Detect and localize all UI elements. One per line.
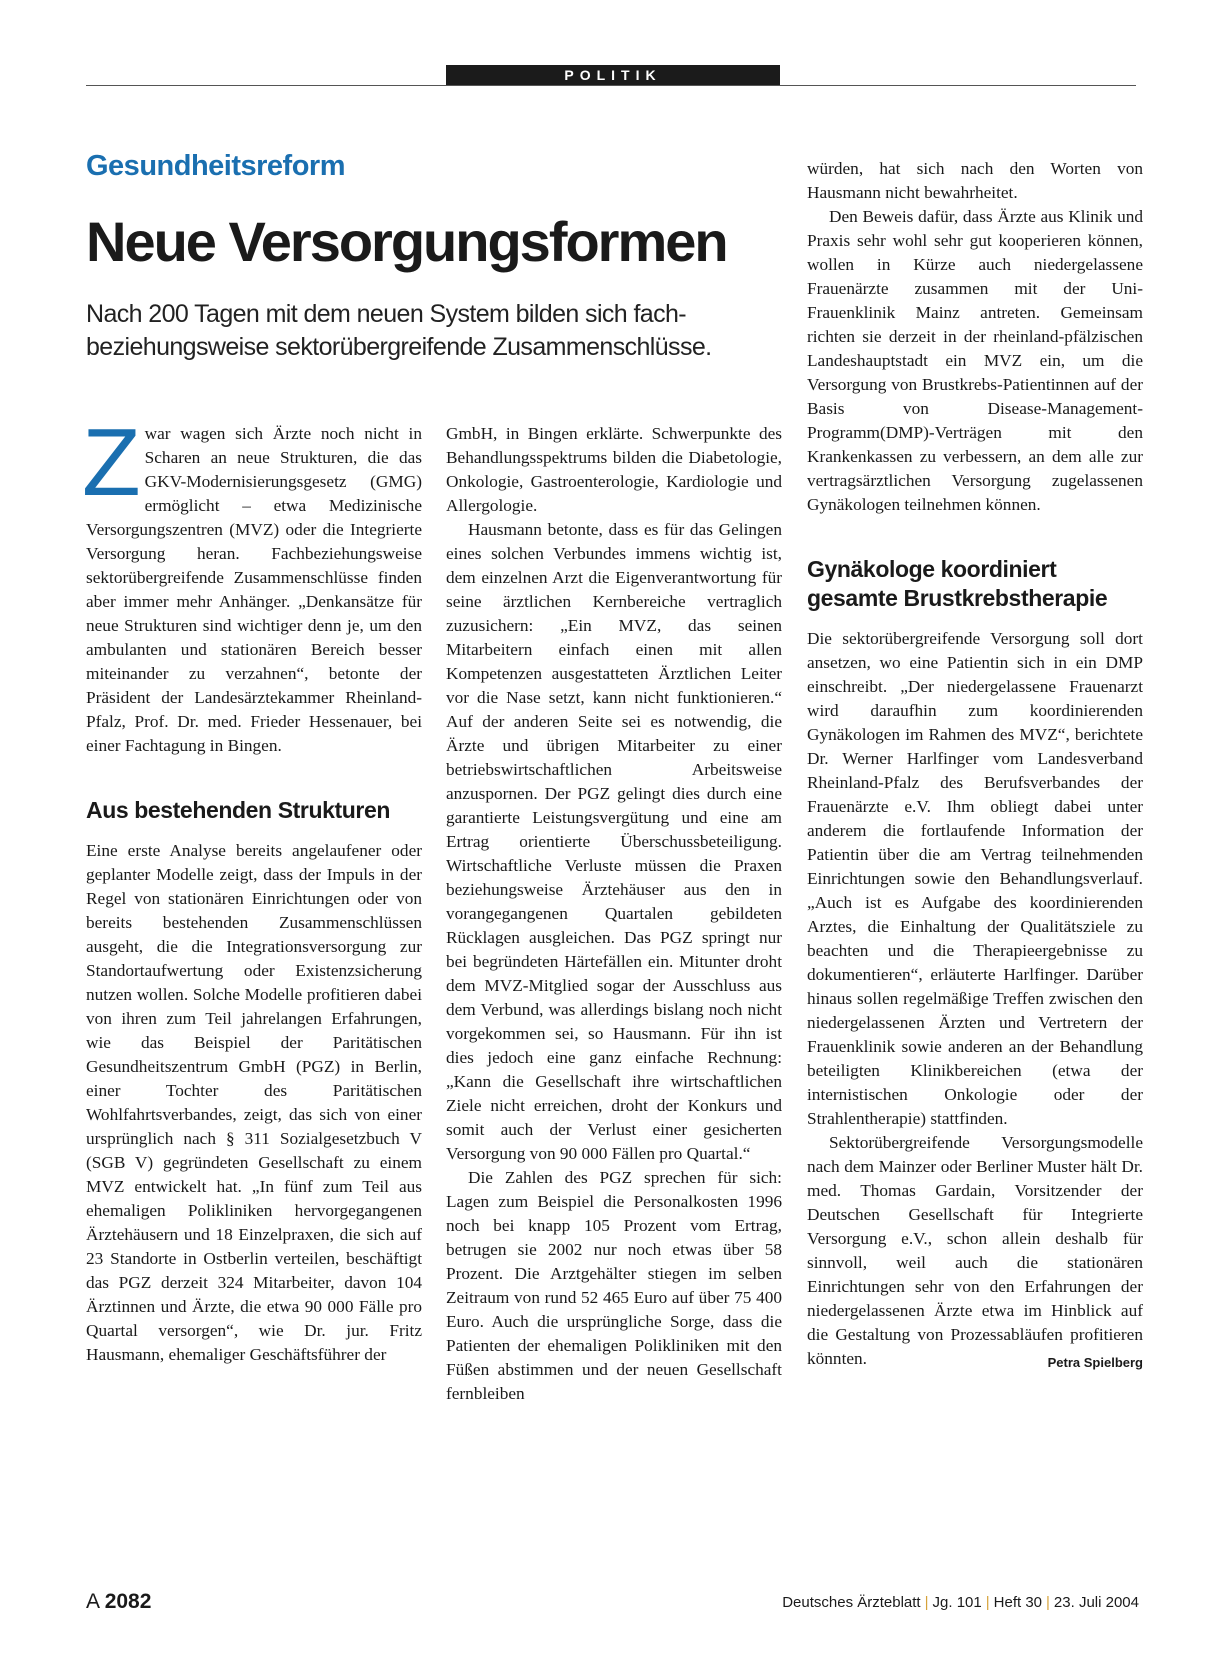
- separator: |: [924, 1594, 929, 1611]
- page-number-value: 2082: [104, 1590, 152, 1613]
- page-prefix: A: [86, 1590, 99, 1613]
- page-number: [86, 1590, 151, 1614]
- body-paragraph: GmbH, in Bingen erklärte. Schwerpunkte des Behandlungsspektrums bilden die Diabetologie, Onkologie, Gastroenterologie, Kardiologie und Allergologie.: [446, 424, 782, 515]
- body-paragraph: Den Beweis dafür, dass Ärzte aus Klinik und Praxis sehr wohl sehr gut kooperieren können, wollen in Kürze auch niedergelassene Frauenärzte zusammen mit der Uni-Frauenklinik Mainz antreten. Gemeinsam richten sie derzeit in der rheinland-pfälzischen Landeshauptstadt ein MVZ ein, um die Versorgung von Brustkrebs-Patientinnen auf der Basis von Disease-Management-Programm(DMP)-Verträgen mit den Krankenkassen zu verbessern, an dem alle zur vertragsärztlichen Versorgung zugelassenen Gynäkologen teilnehmen können.: [807, 207, 1143, 514]
- journal-volume: Jg. 101: [932, 1594, 982, 1611]
- journal-citation: [782, 1594, 1139, 1611]
- article-headline: Neue Versorgungsformen: [86, 210, 727, 273]
- article-column-1: [82, 409, 422, 1367]
- article-standfirst: Nach 200 Tagen mit dem neuen System bilden sich fach- beziehungsweise sektorübergreifende Zusammenschlüsse.: [86, 300, 712, 361]
- body-paragraph: Die sektorübergreifende Versorgung soll dort ansetzen, wo eine Patientin sich in ein DMP einschreibt. „Der niedergelassene Frauenarzt wird daraufhin zum koordinierenden Gynäkologen im Rahmen des MVZ“, berichtete Dr. Werner Harlfinger vom Landesverband Rheinland-Pfalz des Berufsverbandes der Frauenärzte e.V. Ihm obliegt dabei unter anderem die fortlaufende Information der Patientin über die am Vertrag teilnehmenden Einrichtungen sowie den Behandlungsverlauf. „Auch ist es Aufgabe des koordinierenden Arztes, die Einhaltung der Qualitätsziele zu beachten und die Therapieergebnisse zu dokumentieren“, erläuterte Harlfinger. Darüber hinaus sollen regelmäßige Treffen zwischen den niedergelassenen Ärzten und Vertretern der Frauenklinik sowie anderen an der Behandlung beteiligten Klinikbereichen (etwa der internistischen Onkologie oder der Strahlentherapie) stattfinden.: [807, 629, 1143, 1128]
- drop-cap: Z: [82, 409, 141, 516]
- journal-name: Deutsches Ärzteblatt: [782, 1594, 921, 1611]
- journal-issue: Heft 30: [993, 1594, 1043, 1611]
- closing-paragraph: [807, 1131, 1143, 1371]
- header-rule: [86, 85, 1136, 86]
- body-paragraph: Die Zahlen des PGZ sprechen für sich: Lagen zum Beispiel die Personalkosten 1996 noch bei knapp 105 Prozent vom Ertrag, betrugen sie 2002 nur noch etwas über 58 Prozent. Die Arztgehälter stiegen im selben Zeitraum von rund 52 465 Euro auf über 75 400 Euro. Auch die ursprüngliche Sorge, dass die Patienten der ehemaligen Polikliniken mit den Füßen abstimmen und der neuen Gesellschaft fernbleiben: [446, 1168, 782, 1403]
- separator: |: [1046, 1594, 1050, 1611]
- article-column-2: [446, 422, 782, 1406]
- section-label: POLITIK: [446, 65, 780, 85]
- body-paragraph: Eine erste Analyse bereits angelaufener oder geplanter Modelle zeigt, dass der Impuls in der Regel von stationären Einrichtungen oder von bereits bestehenden Zusammenschlüssen ausgeht, die die Integrationsversorgung zur Standortaufwertung oder Existenzsicherung nutzen wollen. Solche Modelle profitieren dabei von ihren zum Teil jahrelangen Erfahrungen, wie das Beispiel der Paritätischen Gesundheitszentrum GmbH (PGZ) in Berlin, einer Tochter des Paritätischen Wohlfahrtsverbandes, zeigt, das sich von einer ursprünglich nach § 311 Sozialgesetzbuch V (SGB V) gegründeten Gesellschaft zu einem MVZ entwickelt hat. „In fünf zum Teil aus ehemaligen Polikliniken hervorgegangenen Ärztehäusern und 18 Einzelpraxen, die sich auf 23 Standorte in Ostberlin verteilen, beschäftigt das PGZ derzeit 324 Mitarbeiter, davon 104 Ärztinnen und Ärzte, die etwa 90 000 Fälle pro Quartal versorgen“, wie Dr. jur. Fritz Hausmann, ehemaliger Geschäftsführer der: [86, 841, 422, 1364]
- subheading-aus-bestehenden-strukturen: Aus bestehenden Strukturen: [86, 797, 390, 823]
- intro-paragraph: [82, 409, 422, 758]
- body-paragraph: würden, hat sich nach den Worten von Hausmann nicht bewahrheitet.: [807, 159, 1143, 202]
- intro-text: war wagen sich Ärzte noch nicht in Scharen an neue Strukturen, die das GKV-Modernisierungsgesetz (GMG) ermöglicht – etwa Medizinische Versorgungszentren (MVZ) oder die Integrierte Versorgung heran. Fachbeziehungsweise sektorübergreifende Zusammenschlüsse finden aber immer mehr Anhänger. „Denkansätze für neue Strukturen sind wichtiger denn je, um den ambulanten und stationären Bereich besser miteinander zu verzahnen“, betonte der Präsident der Landesärztekammer Rheinland-Pfalz, Prof. Dr. med. Frieder Hessenauer, bei einer Fachtagung in Bingen.: [86, 424, 422, 755]
- separator: |: [985, 1594, 990, 1611]
- article-column-3: [807, 157, 1143, 1375]
- closing-text: Sektorübergreifende Versorgungsmodelle nach dem Mainzer oder Berliner Muster hält Dr. med. Thomas Gardain, Vorsitzender der Deutschen Gesellschaft für Integrierte Versorgung e.V., schon allein deshalb für sinnvoll, weil auch die stationären Einrichtungen sehr von den Erfahrungen der niedergelassenen Ärzte etwa im Hinblick auf die Gestaltung von Prozessabläufen profitieren könnten.: [807, 1133, 1143, 1368]
- subheading-gynaekologe: Gynäkologe koordiniert gesamte Brustkrebstherapie: [807, 556, 1108, 611]
- body-paragraph: Hausmann betonte, dass es für das Gelingen eines solchen Verbundes immens wichtig ist, dem einzelnen Arzt die Eigenverantwortung für seine ärztlichen Kernbereiche vertraglich zuzusichern: „Ein MVZ, das seinen Mitarbeitern einfach einen mit allen Kompetenzen ausgestatteten Ärztlichen Leiter vor die Nase setzt, kann nicht funktionieren.“ Auf der anderen Seite sei es notwendig, die Ärzte und übrigen Mitarbeiter zu einer betriebswirtschaftlichen Arbeitsweise anzuspornen. Der PGZ gelingt dies durch eine garantierte Leistungsvergütung und eine am Ertrag orientierte Überschussbeteiligung. Wirtschaftliche Verluste müssen die Praxen beziehungsweise Ärztehäuser aus den in vorangegangenen Quartalen gebildeten Rücklagen ausgleichen. Das PGZ springt nur bei begründeten Härtefällen ein. Mitunter droht dem MVZ-Mitglied sogar der Ausschluss aus dem Verbund, was allerdings bislang noch nicht vorgekommen sei, so Hausmann. Für ihn ist dies jedoch eine ganz einfache Rechnung: „Kann die Gesellschaft ihre wirtschaftlichen Ziele nicht erreichen, droht der Konkurs und somit auch der Verlust einer gesicherten Versorgung von 90 000 Fällen pro Quartal.“: [446, 520, 782, 1163]
- article-kicker: Gesundheitsreform: [86, 150, 345, 182]
- journal-date: 23. Juli 2004: [1053, 1594, 1139, 1611]
- author-byline: Petra Spielberg: [1047, 1355, 1143, 1370]
